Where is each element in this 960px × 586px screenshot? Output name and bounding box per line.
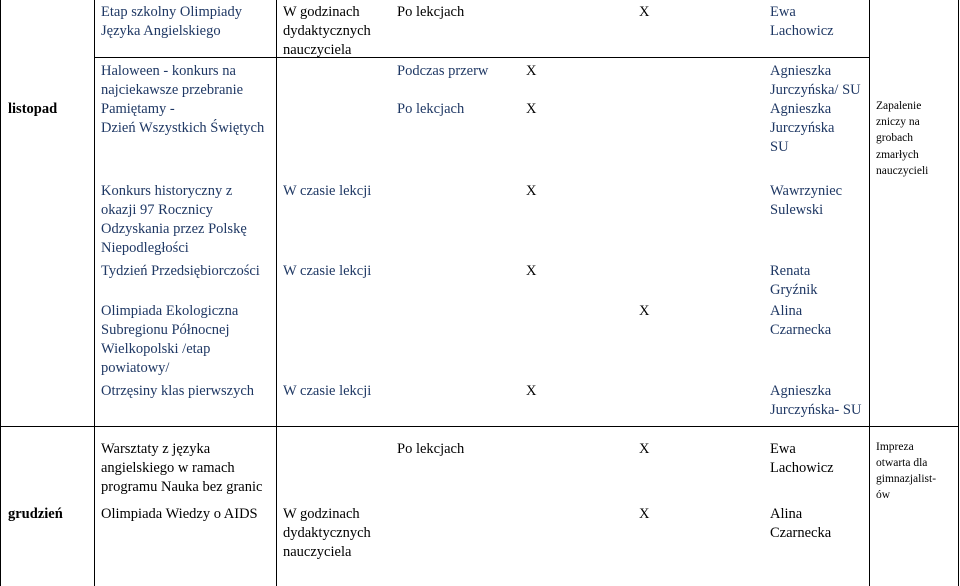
person-name: Lachowicz [770, 23, 834, 39]
mark: X [526, 263, 537, 279]
event-name: Języka Angielskiego [101, 23, 221, 39]
person-name: Sulewski [770, 202, 824, 218]
column-divider-event [94, 0, 95, 586]
column-divider-note [869, 0, 870, 586]
note-text: Impreza [876, 441, 914, 453]
event-name: okazji 97 Rocznicy [101, 202, 213, 218]
time-text: Po lekcjach [397, 441, 465, 457]
mark: X [639, 441, 650, 457]
person-name: Agnieszka [770, 101, 832, 117]
column-divider-form [276, 0, 277, 586]
person-name: Lachowicz [770, 460, 834, 476]
month-divider [0, 426, 959, 427]
event-name: Dzień Wszystkich Świętych [101, 120, 265, 136]
note-text: zmarłych [876, 149, 919, 161]
mark: X [526, 183, 537, 199]
person-name: Renata [770, 263, 811, 279]
person-name: Alina [770, 506, 803, 522]
person-name: Czarnecka [770, 525, 832, 541]
event-name: powiatowy/ [101, 360, 170, 376]
note-text: otwarta dla [876, 457, 928, 469]
event-name: Odzyskania przez Polskę [101, 221, 247, 237]
mark: X [639, 4, 650, 20]
event-name: najciekawsze przebranie [101, 82, 244, 98]
event-name: Warsztaty z języka [101, 441, 211, 457]
form-text: W godzinach [283, 4, 360, 20]
event-name: Olimpiada Ekologiczna [101, 303, 239, 319]
person-name: Gryźnik [770, 282, 818, 298]
mark: X [639, 303, 650, 319]
time-text: Podczas przerw [397, 63, 489, 79]
event-name: programu Nauka bez granic [101, 479, 263, 495]
form-text: W czasie lekcji [283, 183, 372, 199]
form-text: W godzinach [283, 506, 360, 522]
person-name: Agnieszka [770, 63, 832, 79]
month-label: grudzień [8, 506, 63, 522]
form-text: nauczyciela [283, 42, 352, 58]
mark: X [639, 506, 650, 522]
note-text: zniczy na [876, 116, 920, 128]
table-border-left [0, 0, 1, 586]
note-text: nauczycieli [876, 165, 929, 177]
event-name: Otrzęsiny klas pierwszych [101, 383, 255, 399]
event-name: Niepodległości [101, 240, 189, 256]
note-text: gimnazjalist- [876, 473, 937, 485]
note-text: grobach [876, 132, 914, 144]
mark: X [526, 383, 537, 399]
note-text: Zapalenie [876, 100, 922, 112]
event-name: Wielkopolski /etap [101, 341, 211, 357]
person-name: Wawrzyniec [770, 183, 843, 199]
event-name: Pamiętamy - [101, 101, 175, 117]
event-name: Konkurs historyczny z [101, 183, 233, 199]
form-text: W czasie lekcji [283, 383, 372, 399]
person-name: Agnieszka [770, 383, 832, 399]
row-divider [94, 57, 869, 58]
time-text: Po lekcjach [397, 4, 465, 20]
form-text: nauczyciela [283, 544, 352, 560]
person-name: Jurczyńska- SU [770, 402, 862, 418]
person-name: Czarnecka [770, 322, 832, 338]
event-name: angielskiego w ramach [101, 460, 235, 476]
event-name: Olimpiada Wiedzy o AIDS [101, 506, 258, 522]
event-name: Subregionu Północnej [101, 322, 230, 338]
person-name: Jurczyńska/ SU [770, 82, 861, 98]
month-label: listopad [8, 101, 58, 117]
person-name: Ewa [770, 441, 796, 457]
note-text: ów [876, 489, 891, 501]
form-text: dydaktycznych [283, 525, 371, 541]
table-border-right [958, 0, 959, 586]
form-text: dydaktycznych [283, 23, 371, 39]
mark: X [526, 63, 537, 79]
event-name: Tydzień Przedsiębiorczości [101, 263, 260, 279]
person-name: Jurczyńska [770, 120, 835, 136]
time-text: Po lekcjach [397, 101, 465, 117]
form-text: W czasie lekcji [283, 263, 372, 279]
event-name: Etap szkolny Olimpiady [101, 4, 242, 20]
person-name: Alina [770, 303, 803, 319]
person-name: Ewa [770, 4, 796, 20]
mark: X [526, 101, 537, 117]
event-name: Haloween - konkurs na [101, 63, 236, 79]
person-name: SU [770, 139, 789, 155]
